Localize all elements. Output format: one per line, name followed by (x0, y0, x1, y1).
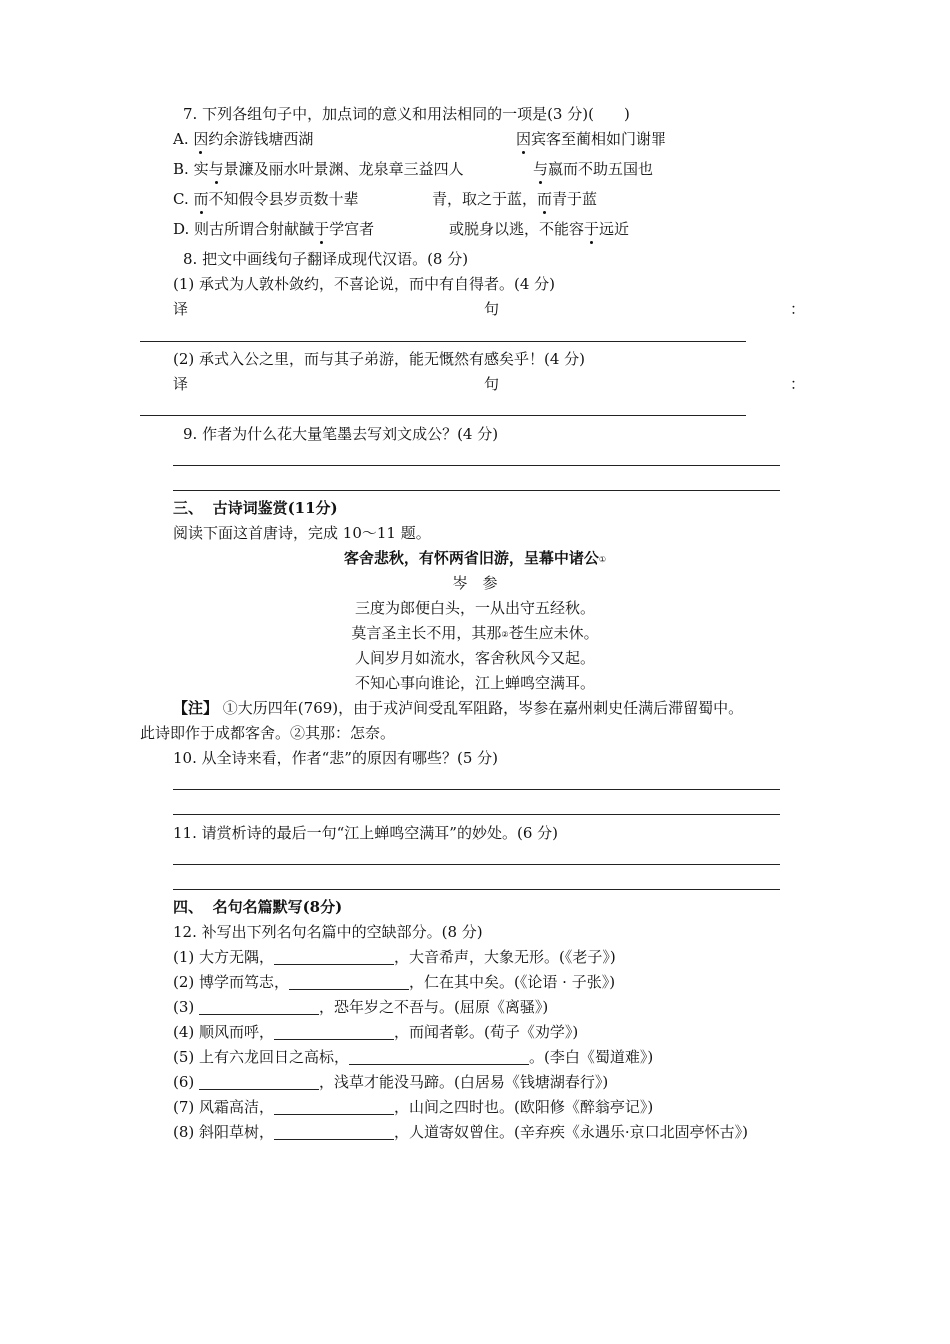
q8-sentence-1: (1) 承式为人敦朴敛约，不喜论说，而中有自得者。(4 分) (173, 275, 556, 293)
fill-blank-item: (2) 博学而笃志， ，仁在其中矣。(《论语 · 子张》) (173, 973, 616, 991)
answer-line[interactable] (173, 465, 780, 466)
dotted-word: 与 (533, 160, 549, 178)
q12-stem: 12. 补写出下列名句名篇中的空缺部分。(8 分) (173, 923, 483, 941)
note-label: 【注】 (173, 699, 219, 717)
q8-sentence-2: (2) 承式入公之里，而与其子弟游，能无慨然有感矣乎！(4 分) (173, 350, 586, 368)
answer-line[interactable] (173, 814, 780, 815)
blank-field[interactable] (274, 1099, 394, 1115)
translation-label: 句 (484, 300, 500, 318)
footnote-marker: ① (598, 555, 607, 564)
poem-note-continued: 此诗即作于成都客舍。②其那：怎奈。 (140, 724, 396, 742)
blank-field[interactable] (274, 949, 394, 965)
dotted-word: 而 (193, 190, 209, 208)
dotted-word: 而 (537, 190, 553, 208)
dotted-word: 因 (193, 130, 209, 148)
answer-line[interactable] (173, 864, 780, 865)
q10-stem: 10. 从全诗来看，作者“悲”的原因有哪些？(5 分) (173, 749, 498, 767)
q7-stem: 7. 下列各组句子中，加点词的意义和用法相同的一项是(3 分)( ) (183, 105, 630, 123)
q7-option-d-left: D. 则古所谓合射献馘于学宫者 (173, 220, 375, 238)
blank-field[interactable] (289, 974, 409, 990)
poem-line: 莫言圣主长不用，其那②苍生应未休。 (351, 624, 599, 642)
translation-colon: ： (790, 375, 806, 393)
fill-blank-item: (1) 大方无隅， ，大音希声，大象无形。(《老子》) (173, 948, 616, 966)
answer-line[interactable] (173, 490, 780, 491)
q9-stem: 9. 作者为什么花大量笔墨去写刘文成公？(4 分) (183, 425, 499, 443)
blank-field[interactable] (199, 999, 319, 1015)
fill-blank-item: (5) 上有六龙回日之高标， 。(李白《蜀道难》) (173, 1048, 654, 1066)
blank-field[interactable] (274, 1124, 394, 1140)
answer-line[interactable] (140, 341, 746, 342)
section-intro: 阅读下面这首唐诗，完成 10～11 题。 (173, 524, 431, 542)
dotted-word: 与 (208, 160, 224, 178)
blank-field[interactable] (349, 1049, 529, 1065)
q7-option-c-right: 青，取之于蓝，而青于蓝 (432, 190, 598, 208)
blank-field[interactable] (274, 1024, 394, 1040)
poem-author: 岑 参 (452, 574, 498, 592)
q8-stem: 8. 把文中画线句子翻译成现代汉语。(8 分) (183, 250, 469, 268)
section-heading: 四、 名句名篇默写(8分) (173, 898, 343, 916)
poem-note: 【注】 ①大历四年(769)，由于戎泸间受乱军阻路，岑参在嘉州刺史任满后滞留蜀中。 (173, 699, 744, 717)
q7-option-a-right: 因宾客至蔺相如门谢罪 (516, 130, 667, 148)
translation-colon: ： (790, 300, 806, 318)
section-heading: 三、 古诗词鉴赏(11分) (173, 499, 338, 517)
poem-title: 客舍悲秋，有怀两省旧游，呈幕中诸公① (343, 549, 607, 567)
translation-label: 译 (173, 300, 189, 318)
poem-line: 不知心事向谁论，江上蝉鸣空满耳。 (354, 674, 595, 692)
translation-label: 句 (484, 375, 500, 393)
fill-blank-item: (7) 风霜高洁， ，山间之四时也。(欧阳修《醉翁亭记》) (173, 1098, 654, 1116)
q7-option-d-right: 或脱身以逃，不能容于远近 (449, 220, 630, 238)
fill-blank-item: (6) ，浅草才能没马蹄。(白居易《钱塘湖春行》) (173, 1073, 609, 1091)
fill-blank-item: (3) ，恐年岁之不吾与。(屈原《离骚》) (173, 998, 549, 1016)
dotted-word: 于 (314, 220, 330, 238)
q7-option-a-left: A. 因约余游钱塘西湖 (173, 130, 314, 148)
poem-line: 三度为郎便白头，一从出守五经秋。 (354, 599, 595, 617)
translation-label: 译 (173, 375, 189, 393)
footnote-marker: ② (501, 630, 509, 639)
answer-line[interactable] (140, 415, 746, 416)
q7-option-b-left: B. 实与景濂及丽水叶景渊、龙泉章三益四人 (173, 160, 464, 178)
answer-line[interactable] (173, 789, 780, 790)
fill-blank-item: (8) 斜阳草树， ，人道寄奴曾住。(辛弃疾《永遇乐·京口北固亭怀古》) (173, 1123, 749, 1141)
blank-field[interactable] (199, 1074, 319, 1090)
q7-option-c-left: C. 而不知假令县岁贡数十辈 (173, 190, 359, 208)
dotted-word: 于 (584, 220, 600, 238)
poem-line: 人间岁月如流水，客舍秋风今又起。 (354, 649, 595, 667)
q7-option-b-right: 与嬴而不助五国也 (533, 160, 654, 178)
fill-blank-item: (4) 顺风而呼， ，而闻者彰。(荀子《劝学》) (173, 1023, 579, 1041)
q11-stem: 11. 请赏析诗的最后一句“江上蝉鸣空满耳”的妙处。(6 分) (173, 824, 558, 842)
dotted-word: 因 (516, 130, 532, 148)
answer-line[interactable] (173, 889, 780, 890)
